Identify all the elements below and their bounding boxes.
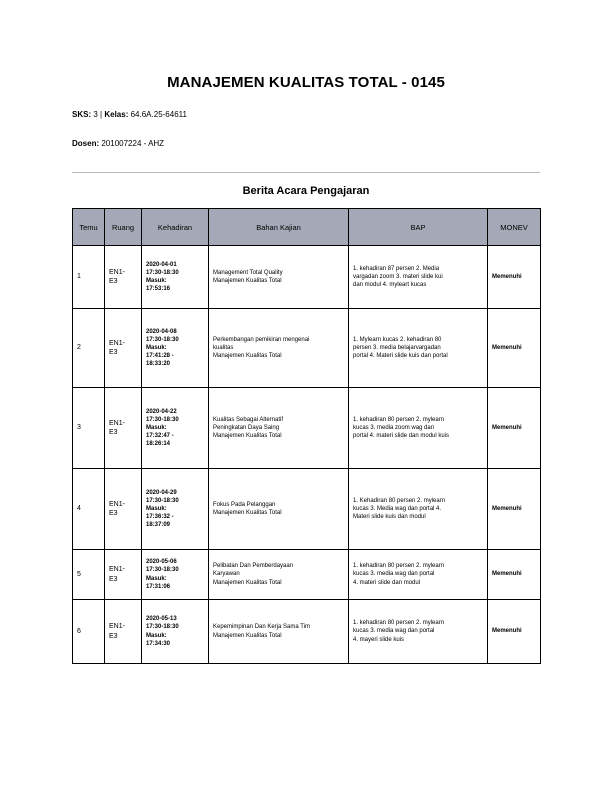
ruang-line: E3 (109, 632, 118, 640)
ruang-line: EN1- (109, 623, 125, 631)
cell-bahan-kajian (209, 550, 349, 600)
kehadiran-time: 17:30-18:30 (146, 416, 179, 423)
kehadiran-label: Masuk: (146, 344, 167, 351)
bap-line: portal 4. materi slide dan modul kuis (353, 433, 450, 440)
cell-bahan-kajian (209, 388, 349, 469)
cell-monev: Memenuhi (488, 469, 541, 550)
bahan-line: Management Total Quality (213, 269, 283, 276)
cell-monev: Memenuhi (488, 388, 541, 469)
cell-kehadiran (142, 246, 209, 309)
bap-line: 4. materi slide dan modul (353, 579, 421, 586)
cell-temu: 5 (73, 550, 105, 600)
cell-monev: Memenuhi (488, 309, 541, 388)
cell-temu: 1 (73, 246, 105, 309)
ruang-line: E3 (109, 429, 118, 436)
kehadiran-checkin: 17:36:32 - (146, 514, 174, 521)
table-row (73, 469, 541, 550)
bap-line: Materi slide kuis dan modul (353, 514, 426, 521)
bap-line: 1. kehadiran 80 persen 2. mylearn (353, 416, 445, 423)
cell-bap (349, 309, 488, 388)
sks-label: SKS: (72, 110, 92, 119)
bahan-line: Perkembangan pemikiran mengenai (213, 336, 310, 343)
ruang-line: EN1- (109, 566, 125, 574)
kelas-value: 64.6A.25-64611 (130, 110, 187, 119)
kehadiran-label: Masuk: (146, 632, 167, 639)
cell-bap (349, 469, 488, 550)
bap-table (72, 208, 541, 664)
bap-line: 1. Mylearn kucas 2. kehadiran 80 (353, 336, 442, 343)
cell-monev: Memenuhi (488, 246, 541, 309)
bap-line: 1. kehadiran 80 persen 2. mylearn (353, 620, 445, 627)
ruang-line: EN1- (109, 339, 125, 347)
kehadiran-checkout: 18:33:20 (146, 361, 171, 368)
bahan-line: Manajemen Kualitas Total (213, 510, 282, 516)
cell-temu: 2 (73, 309, 105, 388)
bap-line: kucas 3. media wag dan portal (353, 628, 435, 635)
table-row (73, 388, 541, 469)
page-title: MANAJEMEN KUALITAS TOTAL - 0145 (167, 74, 445, 91)
kehadiran-checkin: 17:32:47 - (146, 433, 174, 440)
bap-line: kucas 3. Media wag dan portal 4. (353, 505, 442, 512)
bap-line: 1. kehadiran 80 persen 2. mylearn (353, 563, 445, 570)
ruang-line: E3 (109, 510, 118, 517)
cell-temu: 6 (73, 600, 105, 664)
bap-line: portal 4. Materi slide kuis dan portal (353, 353, 448, 360)
kehadiran-date: 2020-05-13 (146, 616, 177, 623)
bahan-line: Manajemen Kualitas Total (213, 353, 282, 360)
cell-ruang (105, 469, 142, 550)
kehadiran-time: 17:30-18:30 (146, 624, 179, 631)
header-kehadiran: Kehadiran (142, 209, 209, 246)
kehadiran-checkin: 17:53:16 (146, 286, 171, 293)
cell-monev: Memenuhi (488, 600, 541, 664)
sks-value: 3 (93, 110, 98, 119)
dosen-label: Dosen: (72, 139, 100, 148)
kehadiran-time: 17:30-18:30 (146, 336, 179, 343)
cell-kehadiran (142, 550, 209, 600)
bap-line: 4. mayeri slide kuis (353, 636, 405, 643)
cell-temu: 3 (73, 388, 105, 469)
kehadiran-checkout: 18:26:14 (146, 441, 171, 448)
header-ruang: Ruang (105, 209, 142, 246)
ruang-line: E3 (109, 278, 118, 285)
cell-kehadiran (142, 600, 209, 664)
header-bap: BAP (349, 209, 488, 246)
bap-line: persen 3. media belajarvargadan (353, 344, 441, 351)
bahan-line: Peningkatan Daya Saing (213, 424, 280, 431)
cell-kehadiran (142, 469, 209, 550)
bap-line: 1. Kehadiran 80 persen 2. mylearn (353, 497, 446, 504)
kehadiran-checkin: 17:41:28 - (146, 353, 174, 360)
meta-separator: | (100, 110, 103, 119)
kehadiran-time: 17:30-18:30 (146, 497, 179, 504)
bahan-line: Pelibatan Dan Pemberdayaan (213, 563, 294, 570)
section-divider (72, 172, 540, 173)
kehadiran-date: 2020-05-06 (146, 559, 177, 566)
kehadiran-time: 17:30-18:30 (146, 567, 179, 574)
bahan-line: Manajemen Kualitas Total (213, 632, 282, 639)
bahan-line: Kualitas Sebagai Alternatif (213, 416, 284, 423)
cell-kehadiran (142, 388, 209, 469)
bap-line: dan modul 4. myleart kucas (353, 282, 427, 289)
cell-bahan-kajian (209, 309, 349, 388)
section-title: Berita Acara Pengajaran (242, 185, 370, 197)
kehadiran-date: 2020-04-29 (146, 489, 177, 496)
bahan-line: Kepemimpinan Dan Kerja Sama Tim (213, 624, 311, 631)
ruang-line: EN1- (109, 268, 125, 276)
bahan-line: Karyawan (213, 571, 240, 578)
kelas-label: Kelas: (104, 110, 129, 119)
kehadiran-checkout: 18:37:09 (146, 522, 171, 529)
bahan-line: Manajemen Kualitas Total (213, 579, 282, 586)
table-header-row (73, 209, 541, 246)
cell-bahan-kajian (209, 469, 349, 550)
cell-ruang (105, 309, 142, 388)
course-meta (72, 110, 187, 119)
cell-kehadiran (142, 309, 209, 388)
ruang-line: EN1- (109, 419, 125, 427)
kehadiran-date: 2020-04-01 (146, 261, 177, 268)
bap-line: kucas 3. media zoom wag dan (353, 424, 435, 431)
bahan-line: Manajemen Kualitas Total (213, 433, 282, 440)
cell-monev: Memenuhi (488, 550, 541, 600)
cell-temu: 4 (73, 469, 105, 550)
kehadiran-checkin: 17:34:30 (146, 640, 171, 647)
header-bahan-kajian: Bahan Kajian (209, 209, 349, 246)
cell-bap (349, 246, 488, 309)
dosen-value: 201007224 - AHZ (101, 139, 165, 148)
bahan-line: Manajemen Kualitas Total (213, 278, 282, 284)
bap-line: kucas 3. media wag dan portal (353, 571, 435, 578)
bap-line: 1. kehadiran 87 persen 2. Media (353, 265, 440, 272)
kehadiran-label: Masuk: (146, 278, 167, 284)
cell-ruang (105, 550, 142, 600)
cell-bap (349, 388, 488, 469)
cell-ruang (105, 600, 142, 664)
kehadiran-label: Masuk: (146, 424, 167, 431)
kehadiran-label: Masuk: (146, 505, 167, 512)
kehadiran-date: 2020-04-22 (146, 408, 177, 415)
header-temu: Temu (73, 209, 105, 246)
table-row (73, 246, 541, 309)
kehadiran-time: 17:30-18:30 (146, 269, 179, 276)
cell-bap (349, 550, 488, 600)
cell-bahan-kajian (209, 600, 349, 664)
bahan-line: kualitas (213, 344, 234, 351)
table-row (73, 309, 541, 388)
ruang-line: E3 (109, 349, 118, 356)
cell-ruang (105, 246, 142, 309)
kehadiran-checkin: 17:31:06 (146, 583, 171, 590)
cell-ruang (105, 388, 142, 469)
kehadiran-label: Masuk: (146, 575, 167, 582)
ruang-line: E3 (109, 575, 118, 583)
lecturer-meta (72, 139, 164, 148)
bap-line: vargadan zoom 3. materi slide kui (353, 273, 443, 280)
table-row (73, 600, 541, 664)
cell-bahan-kajian (209, 246, 349, 309)
table-row (73, 550, 541, 600)
bahan-line: Fokus Pada Pelanggan (213, 501, 276, 508)
ruang-line: EN1- (109, 500, 125, 508)
kehadiran-date: 2020-04-08 (146, 328, 177, 335)
header-monev: MONEV (488, 209, 541, 246)
cell-bap (349, 600, 488, 664)
